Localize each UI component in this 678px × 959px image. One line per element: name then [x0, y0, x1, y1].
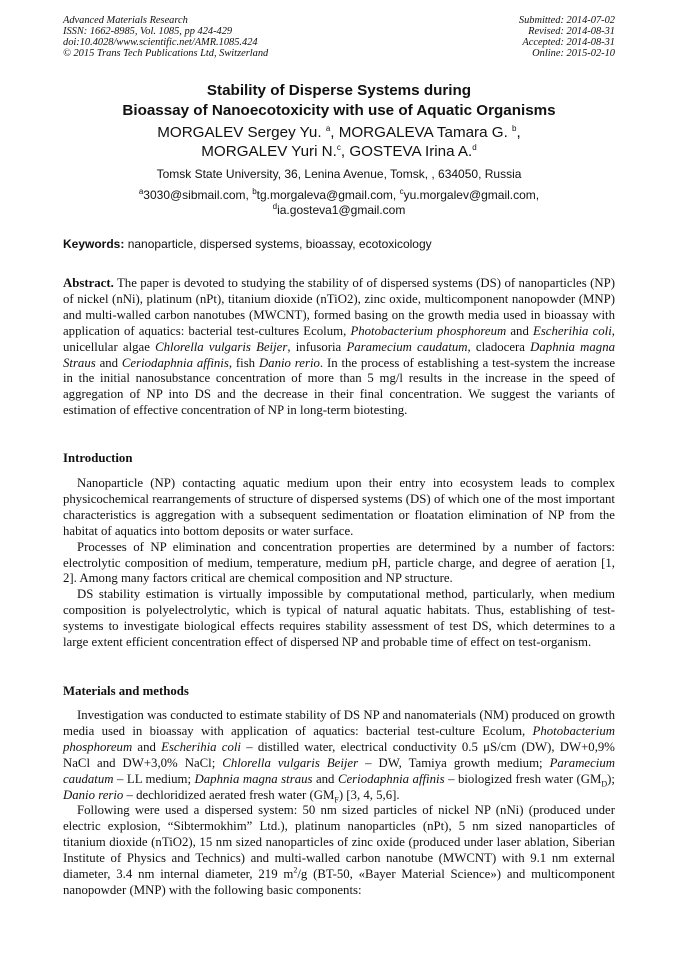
introduction-paragraph: DS stability estimation is virtually impossible by computational method, particularly, when medium composition is polyelectrolytic, which is typical of natural aquatic habitats. Thus, establishing of test-systems to investigate biological effects requires stability assessment of test DS, which determines to a large extent efficient concentration effect of dispersed NP and probable time of effect on test-organism. — [63, 587, 615, 650]
species-name: Danio rerio — [258, 355, 320, 370]
journal-copyright: © 2015 Trans Tech Publications Ltd, Switzerland — [63, 48, 269, 59]
abstract — [63, 276, 615, 419]
species-name: Paramecium caudatum — [63, 755, 615, 786]
abstract-text: and — [95, 355, 122, 370]
author-name: MORGALEV Sergey Yu. — [157, 124, 322, 141]
keywords — [63, 237, 615, 252]
methods-text: /g (BT-50, «Bayer Material Science») and multicomponent nanopowder (MNP) with the following basic components: — [63, 867, 615, 897]
email-address: 3030@sibmail.com, — [143, 188, 249, 202]
methods-text: and — [312, 771, 338, 786]
methods-section — [63, 708, 615, 899]
author-name: MORGALEV Yuri N. — [201, 143, 337, 160]
email-marker: d — [272, 202, 278, 211]
species-name: Danio rerio — [63, 787, 124, 802]
species-name: Photobacterium phosphoreum — [63, 723, 615, 754]
methods-heading: Materials and methods — [63, 684, 189, 698]
species-name: Chlorella vulgaris Beijer — [155, 339, 288, 354]
introduction-heading: Introduction — [63, 451, 133, 465]
methods-text: Investigation was conducted to estimate stability of DS NP and nanomaterials (NM) produced on growth media used in bioassay with application of aquatics: bacterial test-culture Ecolum, — [63, 708, 615, 738]
emails-line-1 — [0, 188, 678, 203]
affiliation: Tomsk State University, 36, Lenina Avenue, Tomsk, , 634050, Russia — [156, 167, 522, 181]
submitted-date: Submitted: 2014-07-02 — [518, 15, 615, 26]
author-name: GOSTEVA Irina A. — [349, 143, 473, 160]
methods-text: – biologized fresh water (GM — [444, 771, 602, 786]
methods-text: – distilled water, electrical conductivity 0.5 μS/cm (DW), DW+0,9% NaCl and DW+3,0% NaCl; — [63, 739, 615, 770]
methods-text: and — [132, 739, 162, 754]
email-marker: b — [252, 187, 257, 196]
email-marker: c — [399, 187, 404, 196]
methods-paragraph — [63, 708, 615, 803]
abstract-text: , fish — [228, 355, 259, 370]
abstract-text: . In the process of establishing a test-system the increase in the initial nanosubstance concentration of more than 5 mg/l results in the increase in the speed of aggregation of NP into DS and the decrease in their final concentration. We suggest the variants of estimation of effective concentration of NP in long-term biotesting. — [63, 355, 615, 418]
species-name: Daphnia magna Straus — [63, 339, 615, 370]
methods-text: ); — [607, 771, 615, 786]
methods-text: Following were used a dispersed system: 50 nm sized particles of nickel NP (nNi) (produced under electric explosion, “Sibtermokhim” Ltd.), platinum nanoparticles (nPt), 5 nm sized nanoparticles of titanium dioxide (nTiO2), 15 nm sized nanoparticles of zinc oxide (produced under laser ablation, Siberian Institute of Physics and Technics) and multi-walled carbon nanotube (MWCNT) with 9.1 nm external diameter, 3.4 nm internal diameter, 219 m — [63, 803, 615, 882]
paper-title — [0, 81, 678, 121]
title-line-2: Bioassay of Nanoecotoxicity with use of Aquatic Organisms — [122, 102, 556, 119]
introduction-paragraph: Nanoparticle (NP) contacting aquatic medium upon their entry into ecosystem leads to complex physicochemical rearrangements of structure of dispersed systems (DS) of which one of the most important characteristics is aggregation with a subsequent sedimentation or floatation elimination of NP from the habitat of aquatics into bottom deposits or water surface. — [63, 476, 615, 538]
authors-line-2: MORGALEV Yuri N.$^c$, GOSTEVA Irina A.$^d$ — [201, 142, 477, 160]
author-list — [0, 123, 678, 161]
email-marker: a — [138, 187, 144, 196]
species-name: Escherihia coli — [161, 739, 241, 754]
species-name: Photobacterium phosphoreum — [350, 323, 507, 338]
journal-doi: doi:10.4028/www.scientific.net/AMR.1085.424 — [63, 37, 258, 48]
methods-text: – DW, Tamiya growth medium; — [358, 755, 550, 770]
species-name: Ceriodaphnia affinis — [337, 771, 445, 786]
methods-paragraph — [63, 803, 615, 898]
species-name: Daphnia magna straus — [194, 771, 313, 786]
species-name: Escherihia coli — [533, 323, 612, 338]
authors-line-1: MORGALEV Sergey Yu. $^a$, MORGALEVA Tamara G. $^b$, — [157, 123, 521, 141]
abstract-paragraph — [63, 276, 615, 419]
methods-text: – LL medium; — [113, 771, 195, 786]
introduction-paragraph: Processes of NP elimination and concentration properties are determined by a number of factors: electrolytic composition of medium, temperature, medium pH, particle charge, and degree of aeration [1, 2]. Among many factors critical are chemical composition and NP structure. — [63, 539, 615, 586]
author-marker: c — [336, 142, 341, 152]
journal-name: Advanced Materials Research — [63, 15, 188, 26]
keywords-text: nanoparticle, dispersed systems, bioassay, ecotoxicology — [124, 237, 432, 251]
species-name: Paramecium caudatum — [346, 339, 468, 354]
email-address: ia.gosteva1@gmail.com — [277, 203, 406, 217]
revised-date: Revised: 2014-08-31 — [528, 26, 615, 37]
email-address: yu.morgalev@gmail.com, — [403, 188, 540, 202]
author-name: MORGALEVA Tamara G. — [338, 124, 508, 141]
abstract-text: , infusoria — [287, 339, 347, 354]
abstract-text: , unicellular algae — [63, 323, 615, 354]
author-emails — [0, 188, 678, 218]
species-name: Ceriodaphnia affinis — [121, 355, 229, 370]
abstract-text: The paper is devoted to studying the stability of of dispersed systems (DS) of nanoparticles (NP) of nickel (nNi), platinum (nPt), titanium dioxide (nTiO2), zinc oxide, multicomponent nanopowder (MNP) and multi-walled carbon nanotubes (MWCNT), formed basing on the growth media used in bioassay with application of aquatics: bacterial test-cultures Ecolum, — [63, 276, 615, 338]
online-date: Online: 2015-02-10 — [532, 48, 615, 59]
email-address: tg.morgaleva@gmail.com, — [256, 188, 397, 202]
abstract-text: and — [506, 323, 533, 338]
dates-header — [519, 15, 615, 59]
journal-issn: ISSN: 1662-8985, Vol. 1085, pp 424-429 — [63, 26, 233, 37]
accepted-date: Accepted: 2014-08-31 — [522, 37, 615, 48]
author-marker: d — [472, 142, 477, 152]
superscript: 2 — [293, 865, 298, 875]
author-marker: b — [512, 123, 517, 133]
title-line-1: Stability of Disperse Systems during — [206, 82, 472, 99]
species-name: Chlorella vulgaris Beijer — [222, 755, 359, 770]
emails-line-2 — [0, 203, 678, 218]
keywords-label: Keywords: — [63, 237, 125, 251]
journal-info-header — [63, 15, 268, 59]
introduction-section — [63, 476, 615, 651]
methods-text: – dechloridized aerated fresh water (GM — [123, 787, 335, 802]
abstract-label: Abstract. — [63, 276, 114, 290]
subscript: D — [601, 779, 608, 789]
subscript: F — [334, 795, 339, 805]
methods-text: ) [3, 4, 5,6]. — [338, 787, 400, 802]
abstract-text: , cladocera — [467, 339, 531, 354]
author-marker: a — [325, 123, 331, 133]
